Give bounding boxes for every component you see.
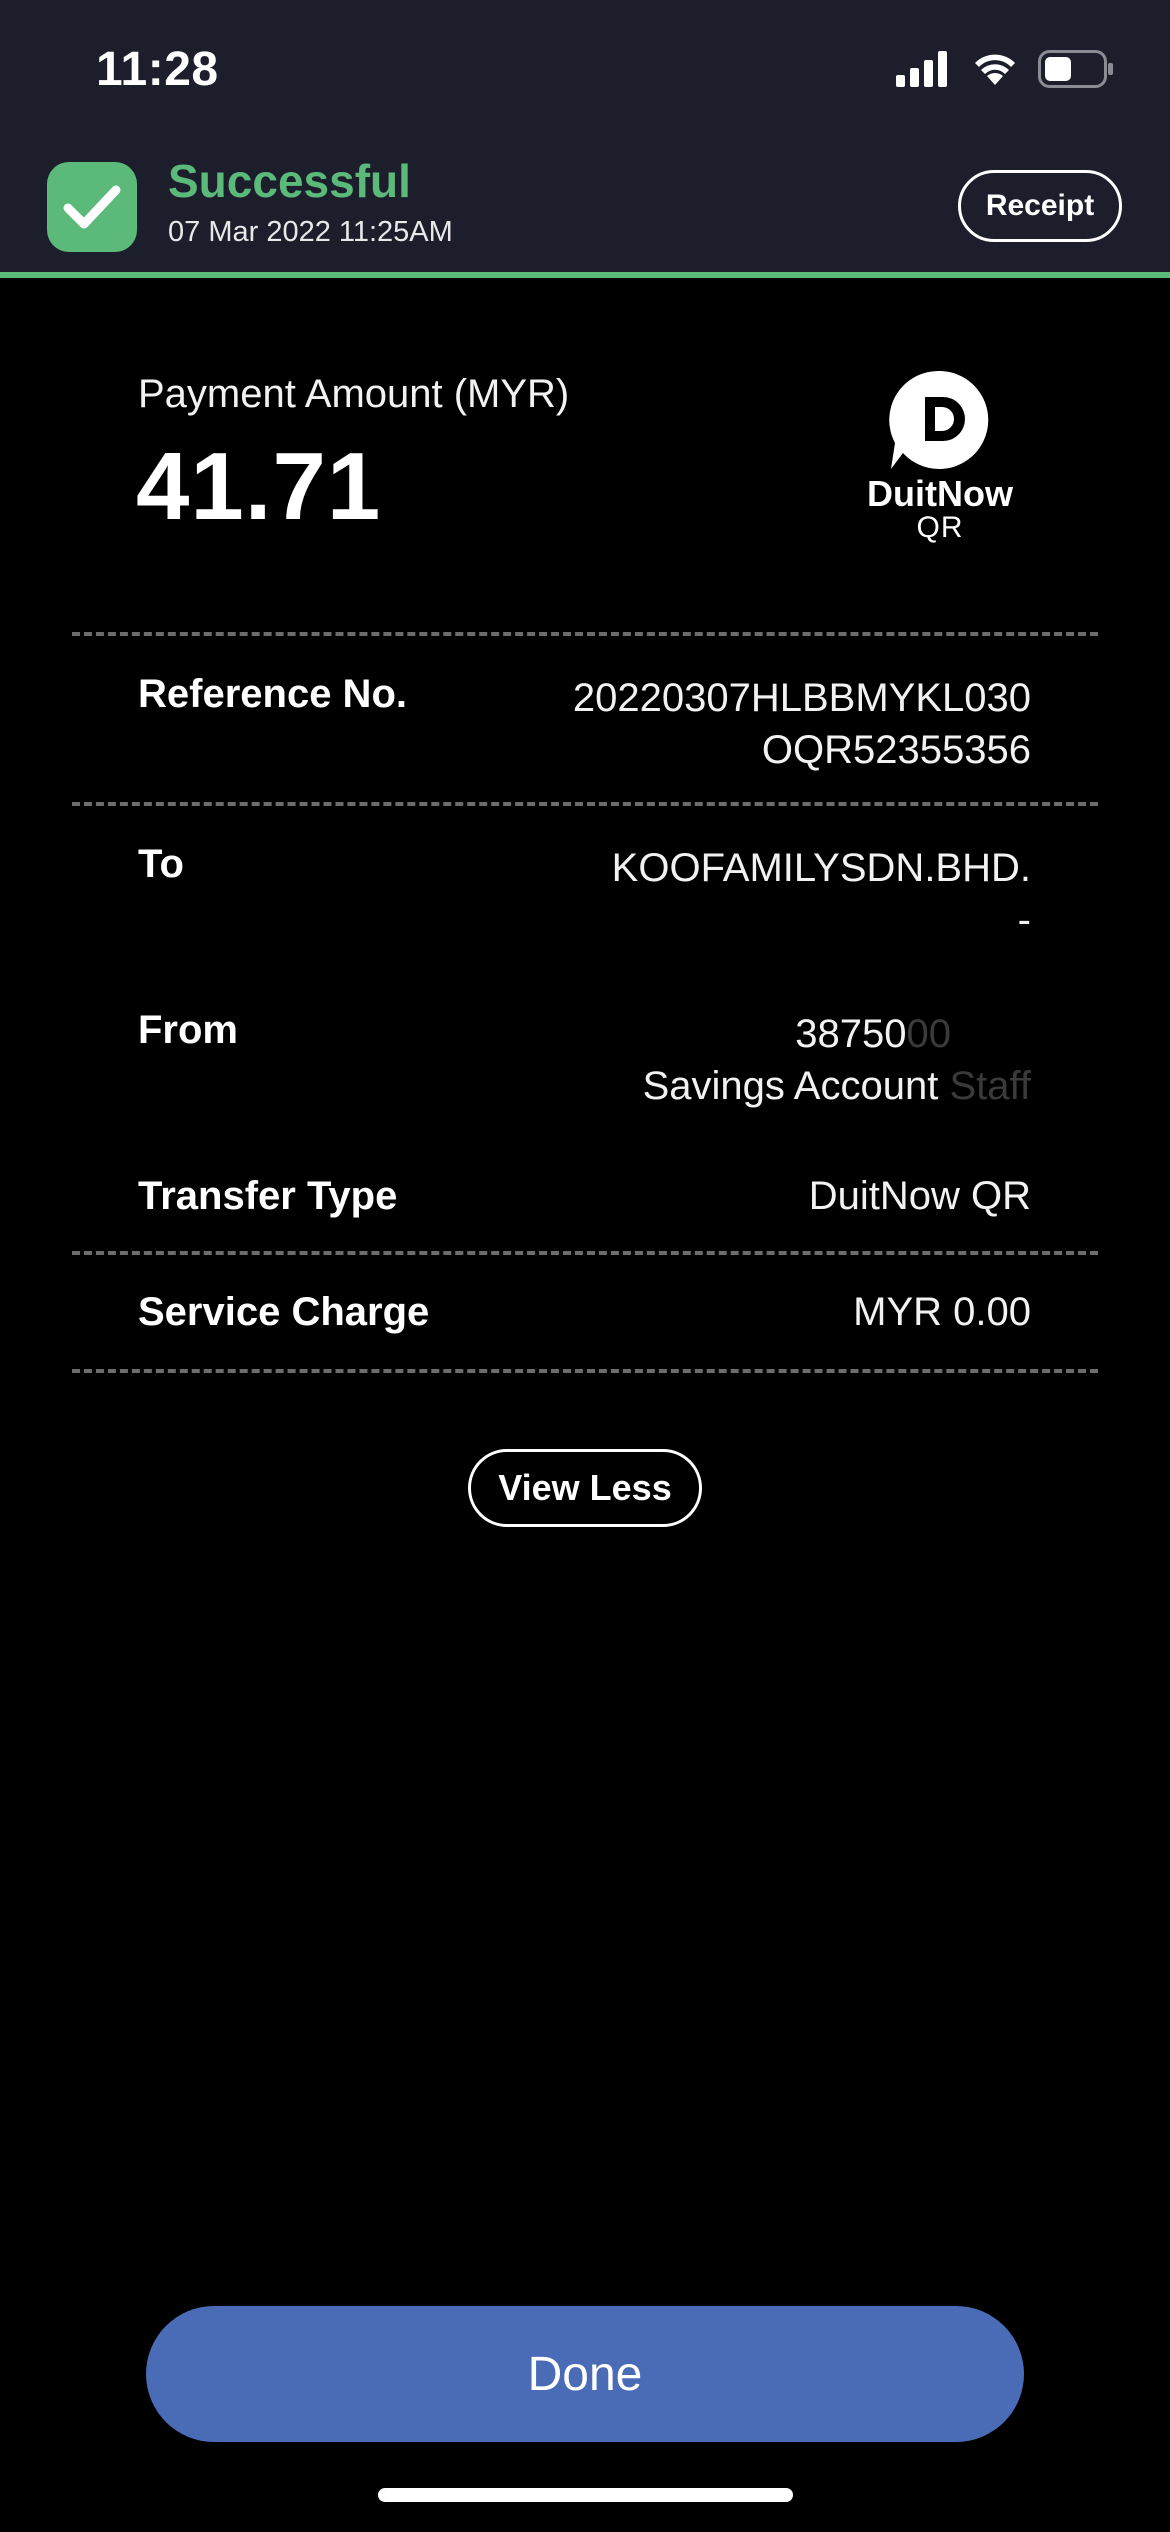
cellular-signal-icon (896, 51, 952, 87)
duitnow-logo-subtext: QR (916, 511, 964, 544)
success-banner (0, 150, 1170, 270)
from-value (643, 1008, 1031, 1112)
wifi-icon (972, 51, 1018, 87)
from-account-type (643, 1060, 1031, 1112)
reference-value (573, 672, 1031, 776)
receipt-button[interactable]: Receipt (958, 170, 1122, 242)
duitnow-icon (885, 365, 995, 475)
duitnow-logo-text: DuitNow (867, 473, 1013, 514)
from-account-visible: 38750 (795, 1012, 907, 1056)
view-less-button[interactable]: View Less (468, 1449, 702, 1527)
divider (72, 1369, 1098, 1373)
reference-line-1: 20220307HLBBMYKL030 (572, 676, 1031, 720)
status-time: 11:28 (96, 43, 219, 96)
from-account-number (643, 1008, 1031, 1060)
success-check-icon (47, 162, 137, 252)
service-charge-value: MYR 0.00 (853, 1290, 1031, 1334)
payment-amount-value: 41.71 (136, 433, 382, 540)
divider (72, 632, 1098, 636)
from-account-masked: 00 (906, 1012, 951, 1056)
payment-amount-label: Payment Amount (MYR) (138, 372, 570, 416)
done-button[interactable]: Done (146, 2306, 1024, 2442)
transfer-type-label: Transfer Type (138, 1174, 398, 1218)
divider (72, 1251, 1098, 1255)
to-line-2: - (1017, 898, 1031, 942)
status-icons (896, 50, 1114, 88)
to-value (612, 842, 1031, 946)
duitnow-qr-logo (850, 365, 1030, 555)
battery-icon (1038, 50, 1114, 88)
from-account-type-visible: Savings Account (642, 1064, 939, 1108)
header-divider (0, 272, 1170, 278)
transaction-timestamp: 07 Mar 2022 11:25AM (168, 216, 453, 248)
to-line-1: KOOFAMILYSDN.BHD. (611, 846, 1031, 890)
service-charge-label: Service Charge (138, 1290, 430, 1334)
success-title: Successful (168, 155, 411, 207)
divider (72, 802, 1098, 806)
top-header (0, 0, 1170, 276)
to-label: To (138, 842, 184, 886)
reference-label: Reference No. (138, 672, 407, 716)
transfer-type-value: DuitNow QR (808, 1174, 1031, 1218)
home-indicator[interactable] (378, 2488, 793, 2502)
from-account-type-masked: Staff (949, 1064, 1031, 1108)
from-label: From (138, 1008, 238, 1052)
reference-line-2: OQR52355356 (761, 728, 1031, 772)
